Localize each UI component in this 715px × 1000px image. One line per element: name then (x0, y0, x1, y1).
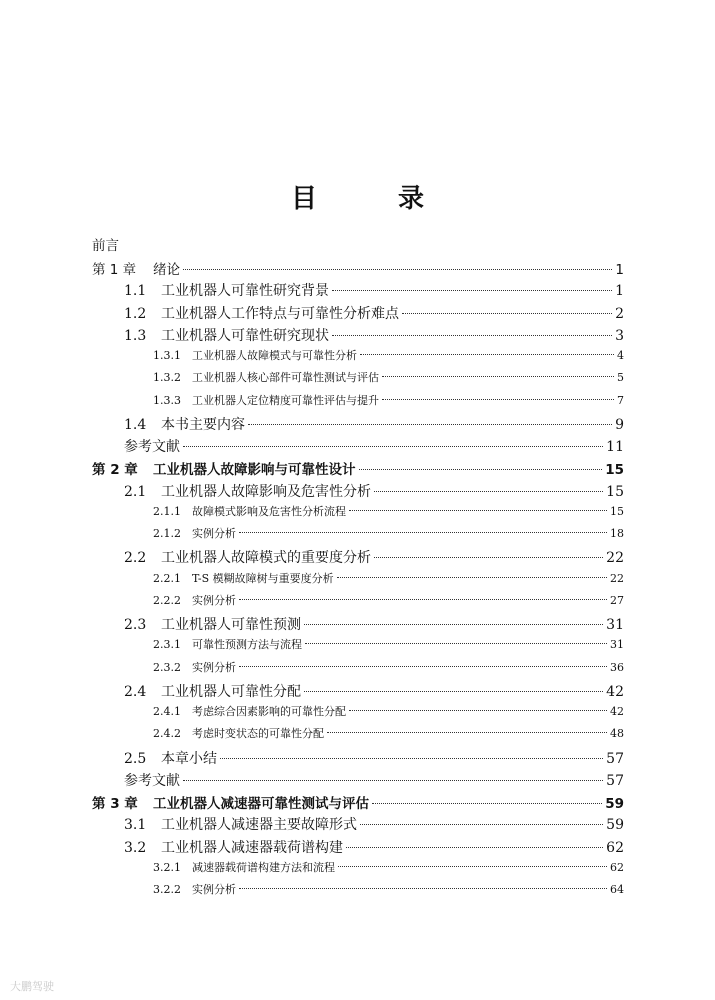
toc-entry-number: 1.3.1 (153, 349, 181, 362)
toc-entry-number: 2.3.1 (153, 638, 181, 652)
toc-leader-dots (346, 847, 603, 848)
toc-entry[interactable] (124, 748, 624, 768)
toc-entry-page: 64 (610, 883, 624, 896)
toc-entry-page: 1 (615, 262, 624, 278)
toc-entry-title: 考虑综合因素影响的可靠性分配 (192, 705, 346, 718)
toc-entry-title: 工业机器人减速器主要故障形式 (161, 817, 357, 834)
toc-entry-number: 第 3 章 (92, 796, 138, 812)
toc-entry[interactable] (124, 681, 624, 701)
toc-entry[interactable] (153, 859, 624, 875)
toc-entry-page: 57 (606, 750, 624, 767)
toc-entry[interactable] (153, 725, 624, 741)
toc-leader-dots (349, 510, 607, 511)
toc-entry[interactable] (153, 369, 624, 385)
toc-entry-page: 42 (606, 683, 624, 700)
preface-entry[interactable] (92, 234, 119, 254)
toc-entry[interactable] (153, 503, 624, 519)
toc-entry-title: 工业机器人可靠性分配 (161, 683, 301, 700)
toc-entry-page: 57 (606, 772, 624, 789)
toc-entry-number: 2.2.2 (153, 593, 181, 607)
toc-entry-title: 工业机器人故障模式与可靠性分析 (192, 349, 357, 362)
toc-entry[interactable] (124, 303, 624, 323)
toc-entry-number: 2.2 (124, 550, 147, 567)
toc-leader-dots (360, 354, 614, 355)
toc-entry[interactable] (153, 392, 624, 408)
toc-entry-title: 故障模式影响及危害性分析流程 (192, 504, 346, 518)
toc-entry-page: 22 (606, 550, 624, 567)
toc-entry-page: 3 (615, 327, 624, 344)
toc-entry-page: 1 (615, 283, 624, 300)
toc-leader-dots (382, 399, 614, 400)
toc-entry-title: 本章小结 (161, 750, 217, 767)
toc-entry-page: 36 (610, 660, 624, 674)
toc-leader-dots (327, 732, 607, 733)
toc-entry[interactable] (153, 592, 624, 608)
toc-entry-page: 4 (617, 349, 624, 362)
toc-entry-number: 1.3 (124, 327, 147, 344)
toc-entry-page: 59 (605, 796, 624, 812)
toc-entry[interactable] (124, 770, 624, 790)
toc-leader-dots (304, 624, 603, 625)
toc-entry-title: 工业机器人工作特点与可靠性分析难点 (161, 305, 399, 322)
toc-entry-title: 工业机器人故障影响及危害性分析 (161, 483, 371, 500)
toc-entry[interactable] (153, 347, 624, 363)
toc-entry-page: 27 (610, 593, 624, 607)
toc-entry-number: 3.2.2 (153, 883, 181, 896)
toc-entry[interactable] (124, 837, 624, 857)
toc-entry[interactable] (92, 458, 624, 478)
toc-entry-page: 62 (610, 860, 624, 874)
toc-entry-page: 62 (606, 839, 624, 856)
toc-leader-dots (372, 803, 602, 804)
toc-entry[interactable] (153, 525, 624, 541)
toc-leader-dots (239, 599, 607, 600)
toc-entry-number: 1.3.3 (153, 393, 181, 407)
toc-entry-page: 15 (606, 483, 624, 500)
toc-entry-page: 7 (617, 393, 624, 407)
toc-leader-dots (239, 888, 607, 889)
toc-leader-dots (402, 313, 612, 314)
toc-entry-page: 48 (610, 727, 624, 741)
toc-entry-title: 减速器载荷谱构建方法和流程 (192, 860, 335, 874)
toc-entry[interactable] (92, 258, 624, 278)
toc-entry[interactable] (153, 636, 624, 652)
toc-entry-number: 2.5 (124, 750, 147, 767)
toc-entry-number: 2.4.2 (153, 727, 181, 741)
toc-entry[interactable] (124, 814, 624, 834)
toc-entry-page: 2 (615, 305, 624, 322)
toc-entry-title: 工业机器人核心部件可靠性测试与评估 (192, 371, 379, 385)
toc-entry-title: 可靠性预测方法与流程 (192, 638, 302, 652)
watermark: 大鹏驾驶 (10, 980, 54, 993)
toc-leader-dots (332, 335, 612, 336)
toc-leader-dots (183, 446, 603, 447)
toc-entry-number: 3.2 (124, 839, 147, 856)
toc-entry-number: 第 2 章 (92, 462, 138, 479)
toc-entry-number: 2.2.1 (153, 571, 181, 585)
toc-leader-dots (248, 424, 612, 425)
toc-entry-title: 实例分析 (192, 593, 236, 607)
toc-entry-page: 15 (610, 504, 624, 518)
toc-leader-dots (220, 758, 603, 759)
toc-entry-title: 工业机器人故障影响与可靠性设计 (153, 462, 356, 479)
toc-entry-page: 18 (610, 527, 624, 540)
toc-entry-number: 2.3 (124, 617, 147, 633)
toc-entry[interactable] (124, 481, 624, 501)
toc-entry-number: 3.1 (124, 817, 147, 834)
toc-entry-number: 2.1 (124, 483, 147, 500)
toc-entry-title: 绪论 (153, 262, 180, 278)
toc-entry[interactable] (153, 659, 624, 675)
toc-leader-dots (239, 532, 607, 533)
toc-entry-title: 参考文献 (124, 772, 180, 789)
page-title: 目 录 (290, 184, 461, 214)
toc-entry-title: 工业机器人定位精度可靠性评估与提升 (192, 393, 379, 407)
toc-entry[interactable] (153, 703, 624, 719)
toc-entry-number: 2.4.1 (153, 705, 181, 718)
toc-entry[interactable] (92, 792, 624, 812)
toc-leader-dots (374, 557, 603, 558)
toc-entry-number: 2.1.2 (153, 527, 181, 540)
toc-entry-title: 工业机器人可靠性研究现状 (161, 327, 329, 344)
toc-entry-number: 1.3.2 (153, 371, 181, 385)
toc-leader-dots (337, 577, 607, 578)
toc-entry-number: 2.1.1 (153, 504, 181, 518)
toc-entry-page: 31 (610, 638, 624, 652)
toc-entry-title: 工业机器人减速器载荷谱构建 (161, 839, 343, 856)
toc-entry-page: 42 (610, 705, 624, 718)
toc-entry-number: 1.4 (124, 416, 147, 433)
toc-entry-page: 5 (617, 371, 624, 385)
toc-leader-dots (382, 376, 614, 377)
toc-entry-number: 2.3.2 (153, 660, 181, 674)
toc-entry[interactable] (124, 436, 624, 456)
toc-entry-title: 工业机器人可靠性研究背景 (161, 283, 329, 300)
toc-entry[interactable] (124, 280, 624, 300)
toc-leader-dots (374, 491, 603, 492)
toc-leader-dots (183, 269, 612, 270)
toc-entry-title: 考虑时变状态的可靠性分配 (192, 727, 324, 741)
toc-entry-title: 实例分析 (192, 883, 236, 896)
toc-entry-number: 2.4 (124, 683, 147, 700)
toc-entry[interactable] (124, 547, 624, 567)
toc-leader-dots (360, 824, 603, 825)
toc-entry-number: 3.2.1 (153, 860, 181, 874)
toc-leader-dots (305, 643, 607, 644)
toc-leader-dots (349, 710, 607, 711)
toc-entry-page: 31 (606, 617, 624, 633)
toc-entry-number: 1.1 (124, 283, 147, 300)
toc-entry-page: 59 (606, 817, 624, 834)
toc-leader-dots (304, 691, 603, 692)
toc-entry-page: 15 (605, 462, 624, 479)
toc-entry-title: 工业机器人故障模式的重要度分析 (161, 550, 371, 567)
toc-entry-page: 11 (606, 439, 624, 455)
toc-entry-page: 22 (610, 571, 624, 585)
toc-entry-title: 实例分析 (192, 660, 236, 674)
toc-entry[interactable] (153, 881, 624, 897)
toc-entry[interactable] (124, 414, 624, 434)
toc-leader-dots (338, 866, 607, 867)
preface-label: 前言 (92, 238, 119, 254)
toc-entry-number: 1.2 (124, 305, 147, 322)
toc-entry-number: 第 1 章 (92, 262, 137, 278)
toc-entry-title: 工业机器人可靠性预测 (161, 617, 301, 633)
toc-entry[interactable] (124, 325, 624, 345)
toc-entry-title: 工业机器人减速器可靠性测试与评估 (153, 796, 369, 812)
toc-leader-dots (183, 780, 603, 781)
toc-entry[interactable] (153, 570, 624, 586)
toc-leader-dots (332, 290, 612, 291)
toc-entry-title: 实例分析 (192, 527, 236, 540)
toc-leader-dots (359, 469, 603, 470)
toc-entry-title: 本书主要内容 (161, 416, 245, 433)
toc-entry-title: 参考文献 (124, 439, 180, 455)
toc-entry-title: T-S 模糊故障树与重要度分析 (192, 571, 334, 585)
toc-entry[interactable] (124, 614, 624, 634)
toc-leader-dots (239, 666, 607, 667)
toc-entry-page: 9 (615, 416, 624, 433)
